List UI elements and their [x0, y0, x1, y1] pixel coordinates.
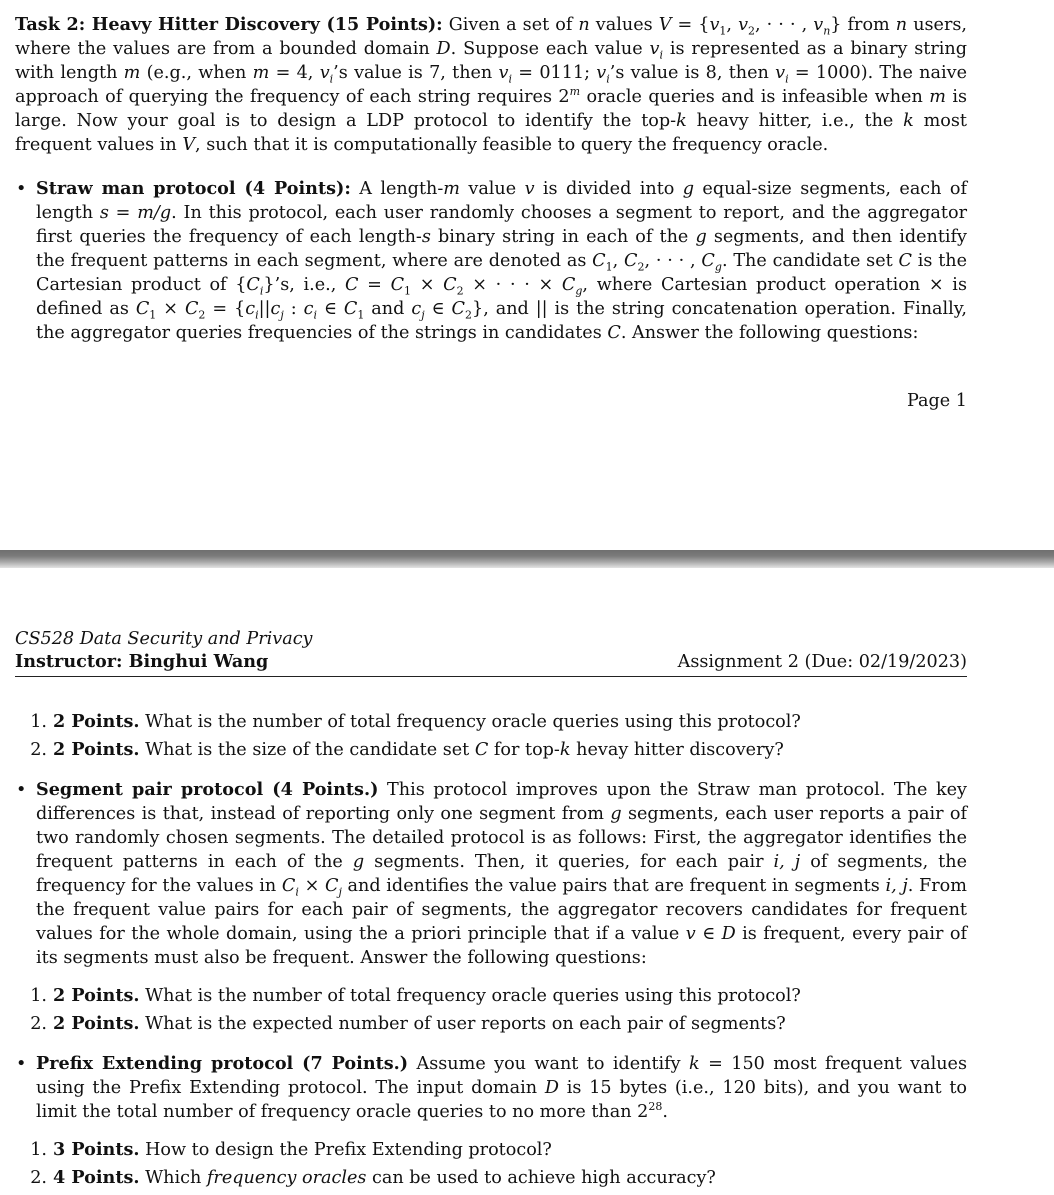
task-2-paragraph [15, 13, 967, 345]
page-2-content [15, 708, 967, 1192]
page-separator [0, 550, 1054, 568]
list-item: 2. 2 Points. What is the expected number of user reports on each pair of segments? [30, 1013, 786, 1034]
header-row [15, 650, 967, 677]
task-2-text: Task 2: Heavy Hitter Discovery (15 Points): Given a set of n values $V = \{v_1$, $v_2$, · · · , $v_n$} from n users, where the values are from a bounded domain D. Suppose each value $v_i$ is represented as a binary string with length m (e.g., when m = 4, $v_i’s$ value is 7, then $v_i = 0111$; $v_i’s$ value is 8, then $v_i = 1000$). The naive approach of querying the frequency of each string requires 2$^m$ oracle queries and is infeasible when m is large. Now your goal is to design a LDP protocol to identify the top-k heavy hitter, i.e., the k most frequent values in V, such that it is computationally feasible to query the frequency oracle. [15, 14, 968, 155]
page-1 [0, 0, 1054, 550]
prefix-extending-title: Prefix Extending protocol (7 Points.) [36, 1053, 409, 1074]
list-item: 1. 2 Points. What is the number of total frequency oracle queries using this protocol? [30, 711, 801, 732]
straw-man-bullet: • Straw man protocol (4 Points): A length-m value v is divided into g equal-size segments, each of length s = m/g. In this protocol, each user randomly chooses a segment to report, and the aggregator first queries the frequency of each length-s binary string in each of the g segments, and then identify the frequent patterns in each segment, where are denoted as $C_1$, $C_2$, · · · , $C_g$. The candidate set C is the Cartesian product of $\{C_i\}’s$, i.e., $C = C_1 \times C_2$ × · · · × $C_g$, where Cartesian product operation × is defined as $C_1 \times C_2 = \{c_i||c_j$ : $c_i$ ∈ $C_1$ and $c_j$ ∈ $C_2$}, and || is the string concatenation operation. Finally, the aggregator queries frequencies of the strings in candidates C. Answer the following questions: [15, 177, 967, 345]
straw-man-questions [15, 708, 967, 764]
instructor-name: Instructor: Binghui Wang [15, 651, 269, 672]
straw-man-title: Straw man protocol (4 Points): [36, 178, 351, 199]
prefix-extending-questions [15, 1136, 967, 1192]
list-item: 2. 2 Points. What is the size of the candidate set C for top-k hevay hitter discovery? [30, 739, 784, 760]
segment-pair-bullet: • Segment pair protocol (4 Points.) This protocol improves upon the Straw man protocol. The key differences is that, instead of reporting only one segment from g segments, each user reports a pair of two randomly chosen segments. The detailed protocol is as follows: First, the aggregator identifies the frequent patterns in each of the g segments. Then, it queries, for each pair i, j of segments, the frequency for the values in $C_i \times C_j$ and identifies the value pairs that are frequent in segments i, j. From the frequent value pairs for each pair of segments, the aggregator recovers candidates for frequent values for the whole domain, using the a priori principle that if a value v ∈ D is frequent, every pair of its segments must also be frequent. Answer the following questions: [15, 778, 967, 970]
prefix-extending-bullet: • Prefix Extending protocol (7 Points.) Assume you want to identify k = 150 most frequent values using the Prefix Extending protocol. The input domain D is 15 bytes (i.e., 120 bits), and you want to limit the total number of frequency oracle queries to no more than $2^{28}$. [15, 1052, 967, 1124]
segment-pair-title: Segment pair protocol (4 Points.) [36, 779, 379, 800]
course-name: CS528 Data Security and Privacy [15, 629, 313, 649]
page-2 [0, 568, 1054, 1195]
list-item: 2. 4 Points. Which frequency oracles can be used to achieve high accuracy? [30, 1167, 716, 1188]
list-item: 1. 2 Points. What is the number of total frequency oracle queries using this protocol? [30, 985, 801, 1006]
list-item: 1. 3 Points. How to design the Prefix Extending protocol? [30, 1139, 552, 1160]
page-header [15, 628, 967, 677]
segment-pair-questions [15, 982, 967, 1038]
assignment-due: Assignment 2 (Due: 02/19/2023) [677, 652, 967, 672]
page-number: Page 1 [907, 391, 967, 411]
task-2-title: Task 2: Heavy Hitter Discovery (15 Points): [15, 14, 443, 35]
